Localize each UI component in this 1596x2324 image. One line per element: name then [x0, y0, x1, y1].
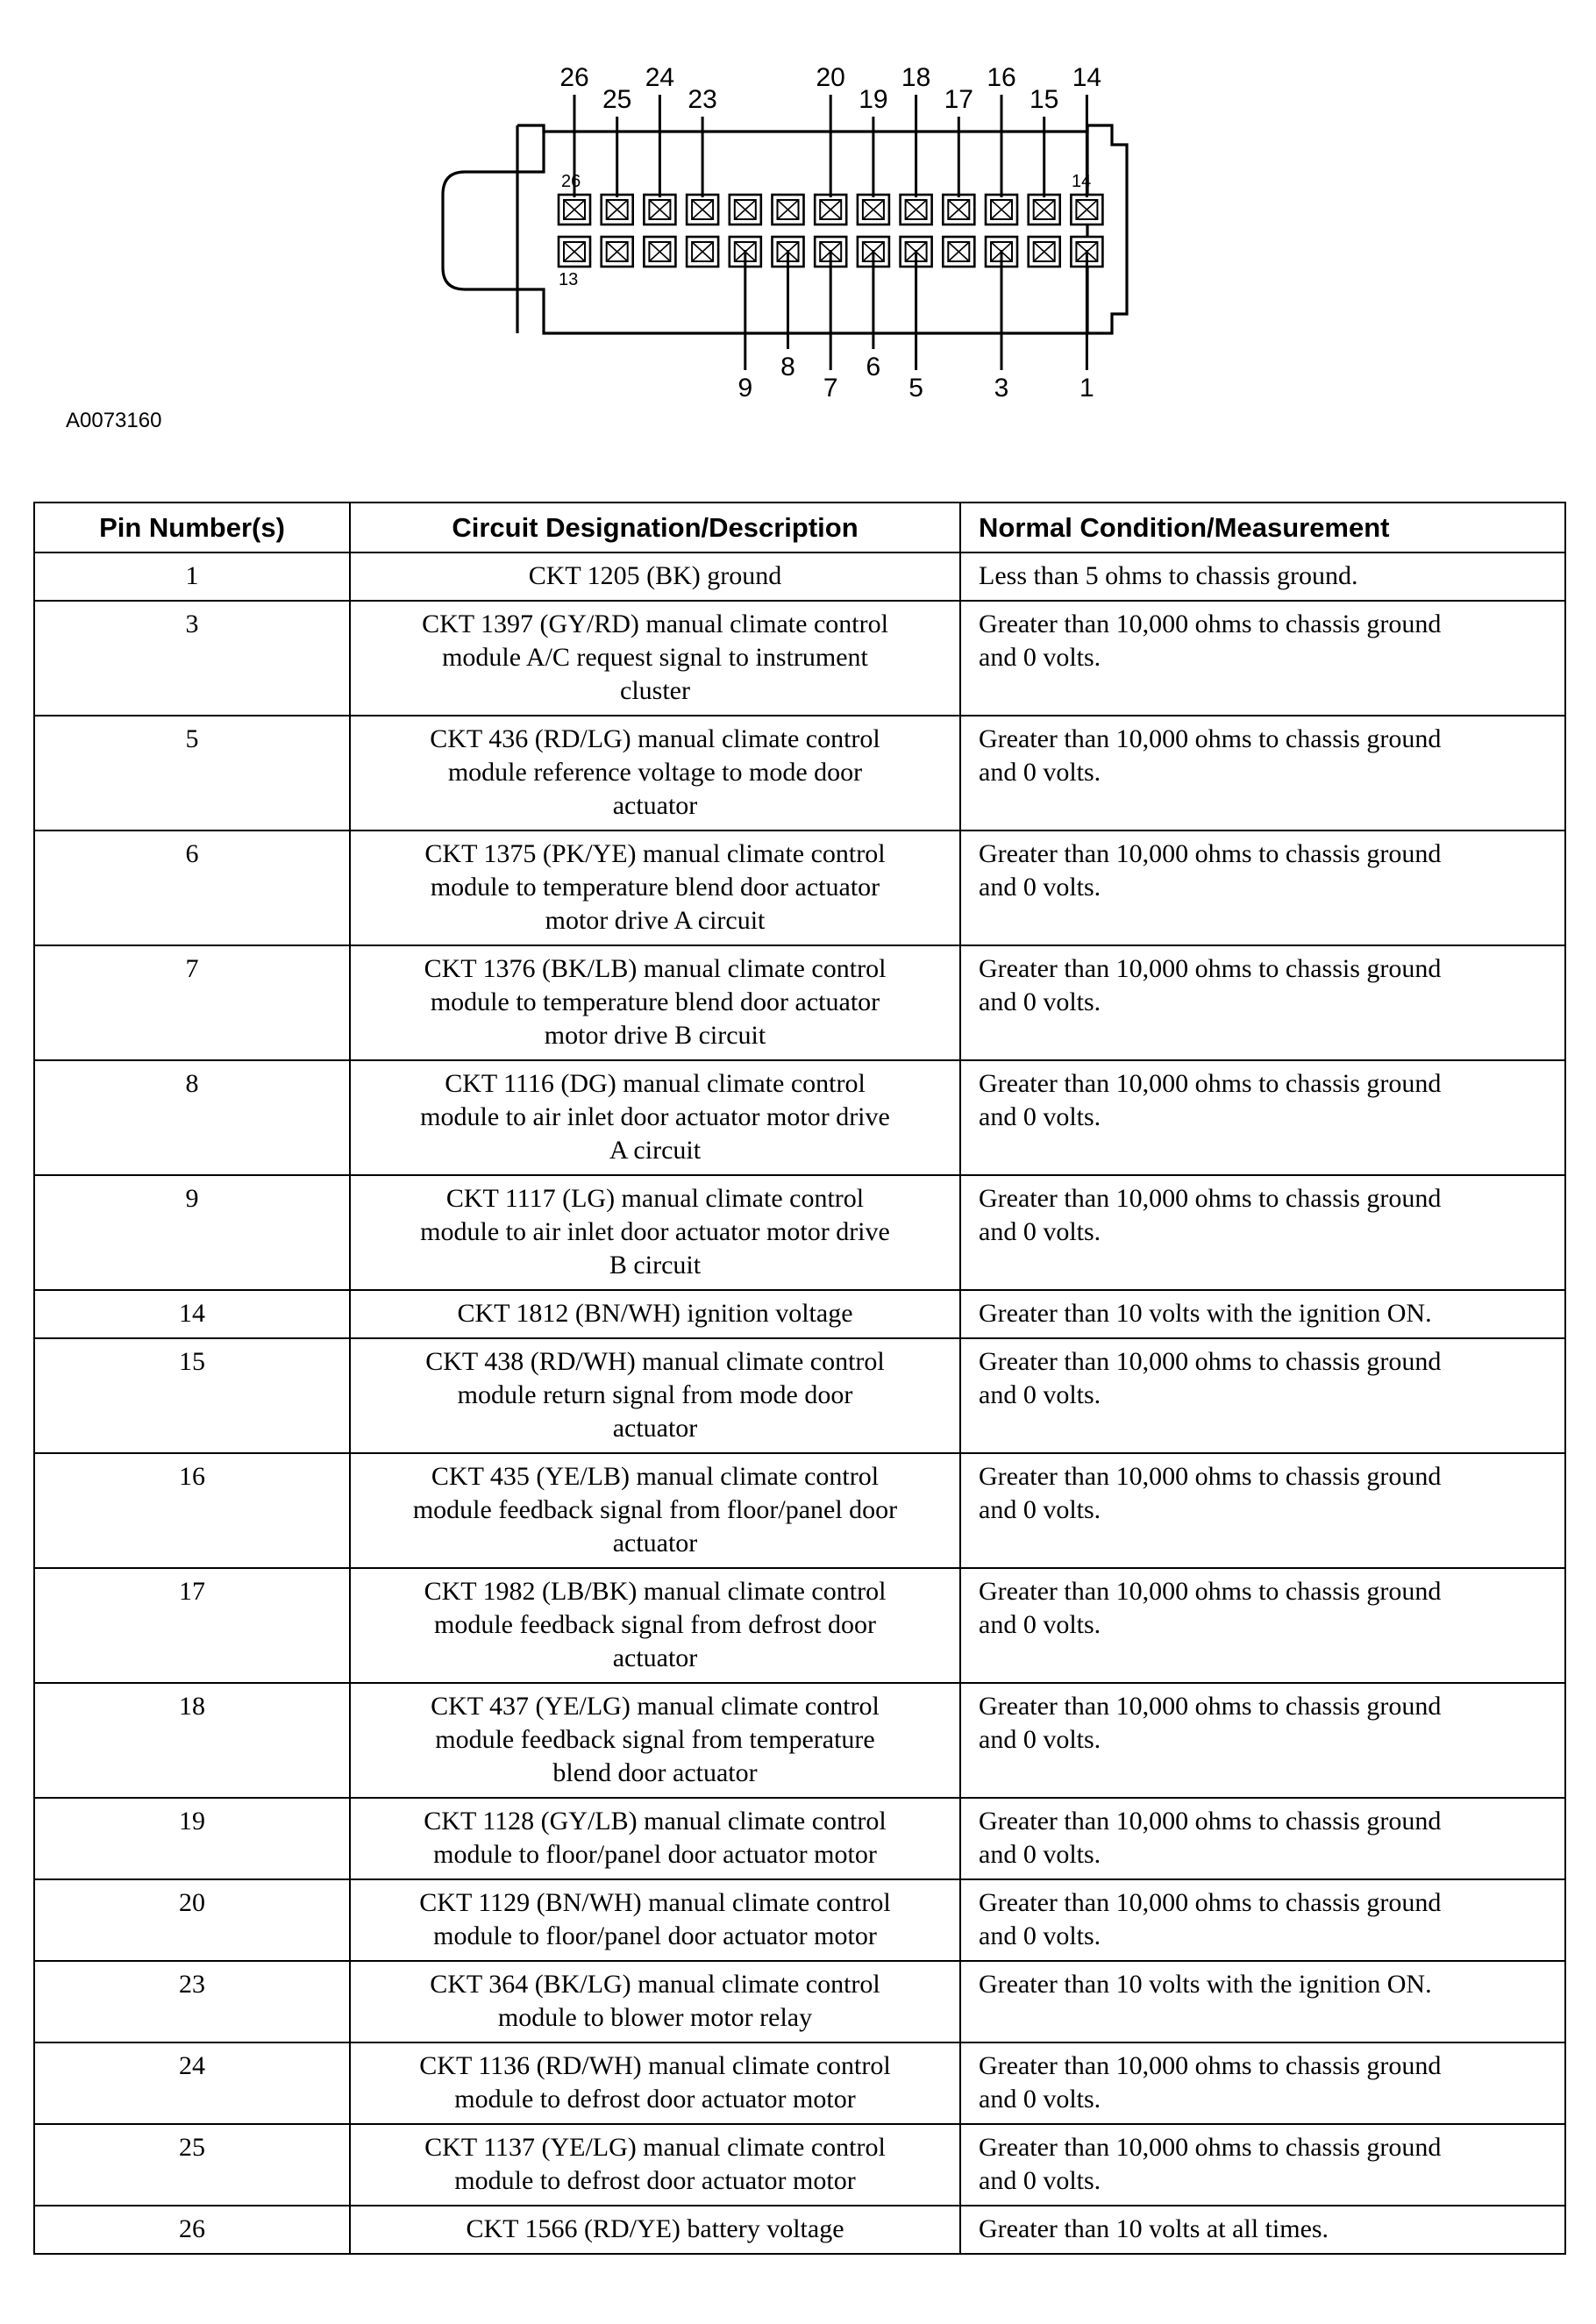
circuit-description-cell: [350, 2042, 960, 2124]
circuit-description-cell: [350, 1683, 960, 1798]
circuit-description-cell: [350, 1568, 960, 1683]
cell-line: Greater than 10,000 ohms to chassis ground: [979, 2133, 1442, 2162]
connector-top-edge: [544, 125, 1087, 132]
cell-line: and 0 volts.: [979, 1102, 1101, 1131]
table-row: [34, 1175, 1565, 1290]
cell-line: Greater than 10,000 ohms to chassis ground: [979, 2051, 1442, 2080]
pin-number-cell: 24: [34, 2042, 350, 2124]
circuit-description-cell: [350, 1290, 960, 1338]
cell-line: CKT 1137 (YE/LG) manual climate control: [424, 2133, 886, 2162]
table-row: [34, 601, 1565, 716]
cell-line: module to blower motor relay: [497, 2003, 813, 2032]
cell-line: CKT 438 (RD/WH) manual climate control: [425, 1347, 885, 1376]
circuit-description-cell: [350, 1175, 960, 1290]
cavity-label-top-left: 26: [561, 172, 581, 191]
connector-figure: [0, 0, 1596, 474]
pin-callout-label: 17: [944, 85, 973, 114]
circuit-description-cell: [350, 831, 960, 945]
cell-line: and 0 volts.: [979, 758, 1101, 787]
cell-line: CKT 1375 (PK/YE) manual climate control: [424, 839, 886, 868]
pin-callout-label: 18: [901, 63, 931, 92]
pin-callout-label: 23: [688, 85, 717, 114]
circuit-description-cell: [350, 716, 960, 831]
cell-line: and 0 volts.: [979, 1217, 1101, 1246]
cell-line: CKT 1982 (LB/BK) manual climate control: [424, 1577, 887, 1606]
table-row: [34, 2206, 1565, 2254]
cell-line: CKT 1117 (LG) manual climate control: [445, 1184, 865, 1213]
cell-line: actuator: [612, 791, 698, 820]
normal-condition-cell: [960, 1338, 1565, 1453]
table-row: [34, 552, 1565, 601]
normal-condition-cell: [960, 2124, 1565, 2206]
cell-line: module to air inlet door actuator motor drive: [420, 1102, 890, 1131]
normal-condition-cell: [960, 1453, 1565, 1568]
cell-line: module to temperature blend door actuator: [430, 987, 880, 1016]
pinout-table: [33, 502, 1566, 2255]
normal-condition-cell: [960, 1798, 1565, 1879]
cell-line: module to defrost door actuator motor: [454, 2085, 856, 2114]
cell-line: Greater than 10 volts with the ignition ON.: [979, 1299, 1432, 1328]
pin-callout-label: 1: [1079, 374, 1094, 403]
cell-line: CKT 437 (YE/LG) manual climate control: [431, 1692, 880, 1721]
table-row: [34, 1961, 1565, 2042]
pin-number-cell: 17: [34, 1568, 350, 1683]
cell-line: motor drive A circuit: [545, 906, 766, 935]
cell-line: CKT 1129 (BN/WH) manual climate control: [419, 1888, 891, 1917]
cell-line: Greater than 10 volts with the ignition ON.: [979, 1970, 1432, 1999]
normal-condition-cell: [960, 1961, 1565, 2042]
cell-line: module to temperature blend door actuator: [430, 873, 880, 902]
normal-condition-cell: [960, 945, 1565, 1060]
normal-condition-cell: [960, 831, 1565, 945]
cell-line: Greater than 10,000 ohms to chassis ground: [979, 1577, 1442, 1606]
cell-line: CKT 1397 (GY/RD) manual climate control: [422, 610, 888, 638]
circuit-description-cell: [350, 1453, 960, 1568]
circuit-description-cell: [350, 2124, 960, 2206]
circuit-description-cell: [350, 552, 960, 601]
cell-line: blend door actuator: [552, 1758, 758, 1787]
cell-line: module to floor/panel door actuator motor: [433, 1921, 877, 1950]
table-row: [34, 945, 1565, 1060]
cell-line: and 0 volts.: [979, 2085, 1101, 2114]
cell-line: and 0 volts.: [979, 1921, 1101, 1950]
cell-line: module A/C request signal to instrument: [442, 643, 868, 672]
pin-callout-label: 3: [994, 374, 1009, 403]
cell-line: CKT 1116 (DG) manual climate control: [445, 1069, 866, 1098]
table-row: [34, 716, 1565, 831]
normal-condition-cell: [960, 1879, 1565, 1961]
cell-line: Greater than 10 volts at all times.: [979, 2214, 1329, 2243]
table-row: [34, 1453, 1565, 1568]
cell-line: Greater than 10,000 ohms to chassis ground: [979, 1184, 1442, 1213]
normal-condition-cell: [960, 1683, 1565, 1798]
table-row: [34, 1683, 1565, 1798]
cell-line: and 0 volts.: [979, 987, 1101, 1016]
pin-number-cell: 23: [34, 1961, 350, 2042]
pin-callout-label: 7: [823, 374, 838, 403]
cell-line: and 0 volts.: [979, 1380, 1101, 1409]
cell-line: Greater than 10,000 ohms to chassis ground: [979, 1462, 1442, 1491]
cell-line: actuator: [612, 1529, 698, 1558]
table-row: [34, 2042, 1565, 2124]
circuit-description-cell: [350, 1961, 960, 2042]
figure-id: A0073160: [66, 409, 162, 432]
circuit-description-cell: [350, 1798, 960, 1879]
cell-line: Greater than 10,000 ohms to chassis ground: [979, 839, 1442, 868]
pin-callout-label: 14: [1072, 63, 1102, 92]
pin-number-cell: 8: [34, 1060, 350, 1175]
cell-line: B circuit: [609, 1251, 702, 1280]
normal-condition-cell: [960, 1175, 1565, 1290]
cell-line: Greater than 10,000 ohms to chassis ground: [979, 1888, 1442, 1917]
pin-number-cell: 9: [34, 1175, 350, 1290]
header-pin-number: Pin Number(s): [34, 503, 350, 552]
cell-line: module return signal from mode door: [457, 1380, 853, 1409]
cell-line: module to air inlet door actuator motor drive: [420, 1217, 890, 1246]
cell-line: and 0 volts.: [979, 873, 1101, 902]
cell-line: and 0 volts.: [979, 1725, 1101, 1754]
cell-line: and 0 volts.: [979, 2166, 1101, 2195]
normal-condition-cell: [960, 552, 1565, 601]
cell-line: motor drive B circuit: [544, 1021, 766, 1050]
table-row: [34, 1338, 1565, 1453]
cavity-label-top-right: 14: [1072, 172, 1092, 191]
normal-condition-cell: [960, 716, 1565, 831]
cavity-label-bottom-left: 13: [559, 270, 579, 289]
pin-callout-label: 6: [866, 353, 881, 381]
cell-line: and 0 volts.: [979, 1495, 1101, 1524]
connector-diagram: [0, 0, 1596, 474]
cell-line: and 0 volts.: [979, 1840, 1101, 1869]
circuit-description-cell: [350, 1060, 960, 1175]
pin-number-cell: 26: [34, 2206, 350, 2254]
cell-line: Greater than 10,000 ohms to chassis ground: [979, 610, 1442, 638]
pin-number-cell: 20: [34, 1879, 350, 1961]
cell-line: CKT 1566 (RD/YE) battery voltage: [466, 2214, 844, 2243]
pin-callout-label: 15: [1030, 85, 1059, 114]
pin-number-cell: 14: [34, 1290, 350, 1338]
cell-line: Greater than 10,000 ohms to chassis ground: [979, 1069, 1442, 1098]
cell-line: actuator: [612, 1643, 698, 1672]
header-circuit-description: Circuit Designation/Description: [350, 503, 960, 552]
pin-number-cell: 16: [34, 1453, 350, 1568]
cell-line: Greater than 10,000 ohms to chassis ground: [979, 1807, 1442, 1836]
normal-condition-cell: [960, 1060, 1565, 1175]
circuit-description-cell: [350, 1338, 960, 1453]
pin-number-cell: 5: [34, 716, 350, 831]
pin-callout-label: 19: [859, 85, 888, 114]
table-row: [34, 1568, 1565, 1683]
pin-callout-label: 16: [987, 63, 1016, 92]
pin-number-cell: 7: [34, 945, 350, 1060]
table-body: [34, 552, 1565, 2254]
pin-callout-label: 26: [559, 63, 589, 92]
cell-line: CKT 1205 (BK) ground: [528, 561, 782, 590]
table-row: [34, 1879, 1565, 1961]
cell-line: CKT 1376 (BK/LB) manual climate control: [424, 954, 887, 983]
circuit-description-cell: [350, 2206, 960, 2254]
cell-line: and 0 volts.: [979, 643, 1101, 672]
connector-outline: [443, 125, 1127, 333]
circuit-description-cell: [350, 1879, 960, 1961]
pin-callout-label: 9: [737, 374, 753, 403]
circuit-description-cell: [350, 945, 960, 1060]
table-row: [34, 1060, 1565, 1175]
pin-callout-label: 24: [645, 63, 675, 92]
cell-line: cluster: [620, 676, 690, 705]
cell-line: Greater than 10,000 ohms to chassis ground: [979, 724, 1442, 753]
cell-line: CKT 364 (BK/LG) manual climate control: [430, 1970, 880, 1999]
circuit-description-cell: [350, 601, 960, 716]
cell-line: Greater than 10,000 ohms to chassis ground: [979, 1347, 1442, 1376]
table-row: [34, 1290, 1565, 1338]
header-normal-condition: Normal Condition/Measurement: [960, 503, 1565, 552]
pin-number-cell: 18: [34, 1683, 350, 1798]
pin-callout-label: 20: [816, 63, 845, 92]
pin-callout-label: 25: [602, 85, 632, 114]
table-row: [34, 831, 1565, 945]
cell-line: and 0 volts.: [979, 1610, 1101, 1639]
pin-number-cell: 3: [34, 601, 350, 716]
cell-line: module to floor/panel door actuator motor: [433, 1840, 877, 1869]
pin-number-cell: 1: [34, 552, 350, 601]
cell-line: Less than 5 ohms to chassis ground.: [979, 561, 1358, 590]
pin-callout-label: 5: [908, 374, 923, 403]
normal-condition-cell: [960, 2042, 1565, 2124]
table-row: [34, 1798, 1565, 1879]
cell-line: CKT 1128 (GY/LB) manual climate control: [424, 1807, 887, 1836]
cell-line: A circuit: [609, 1136, 702, 1165]
cell-line: CKT 1136 (RD/WH) manual climate control: [419, 2051, 891, 2080]
cell-line: Greater than 10,000 ohms to chassis ground: [979, 954, 1442, 983]
table-row: [34, 2124, 1565, 2206]
pin-number-cell: 19: [34, 1798, 350, 1879]
cell-line: module to defrost door actuator motor: [454, 2166, 856, 2195]
pin-number-cell: 6: [34, 831, 350, 945]
normal-condition-cell: [960, 601, 1565, 716]
normal-condition-cell: [960, 1568, 1565, 1683]
cell-line: module feedback signal from defrost door: [433, 1610, 876, 1639]
cell-line: module feedback signal from temperature: [435, 1725, 875, 1754]
cell-line: actuator: [612, 1414, 698, 1443]
pin-number-cell: 25: [34, 2124, 350, 2206]
normal-condition-cell: [960, 1290, 1565, 1338]
pin-number-cell: 15: [34, 1338, 350, 1453]
table-header-row: [34, 503, 1565, 552]
cell-line: module feedback signal from floor/panel door: [412, 1495, 898, 1524]
cell-line: CKT 435 (YE/LB) manual climate control: [431, 1462, 880, 1491]
cell-line: CKT 1812 (BN/WH) ignition voltage: [457, 1299, 853, 1328]
pin-callout-label: 8: [780, 353, 795, 381]
cell-line: module reference voltage to mode door: [447, 758, 863, 787]
cell-line: CKT 436 (RD/LG) manual climate control: [430, 724, 880, 753]
cell-line: Greater than 10,000 ohms to chassis ground: [979, 1692, 1442, 1721]
normal-condition-cell: [960, 2206, 1565, 2254]
